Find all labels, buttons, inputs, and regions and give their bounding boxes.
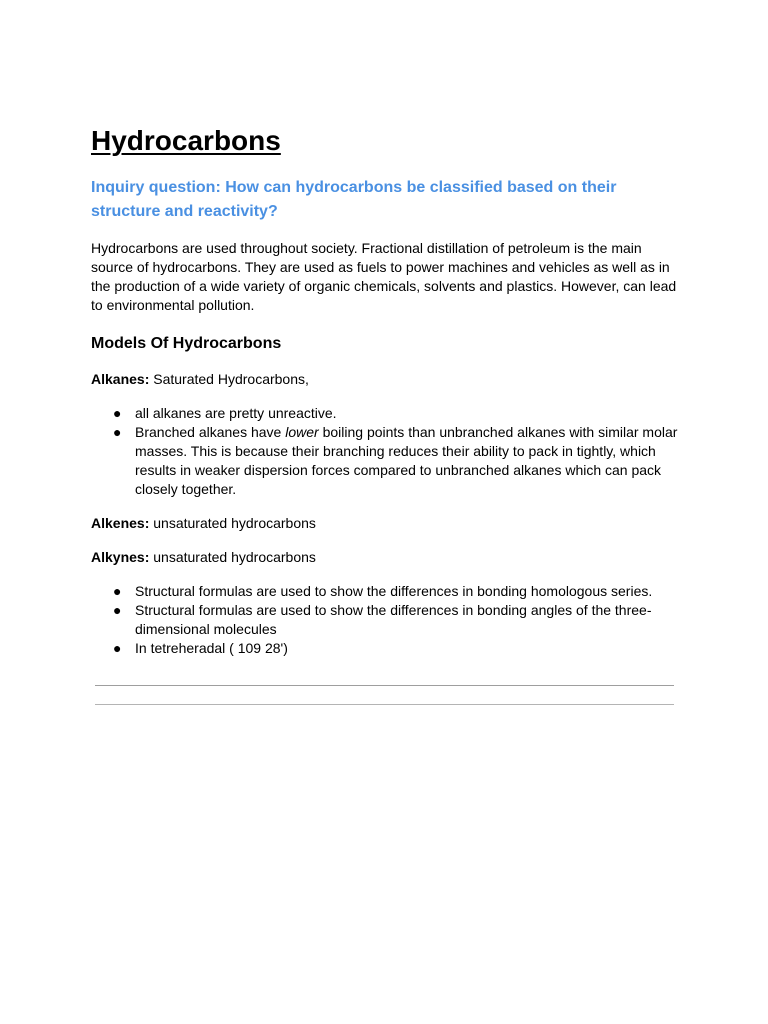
document-title: Hydrocarbons — [91, 125, 281, 156]
alkanes-term: Alkanes: — [91, 371, 150, 387]
alkynes-bullet-list — [113, 582, 683, 658]
list-item — [113, 404, 683, 423]
bullet-text-before: Branched alkanes have — [135, 424, 286, 440]
alkanes-description: Saturated Hydrocarbons, — [149, 371, 309, 387]
alkanes-definition — [91, 370, 309, 389]
alkynes-description: unsaturated hydrocarbons — [149, 549, 316, 565]
bullet-text-after: boiling points than unbranched alkanes with similar molar masses. This is because their branching reduces their ability to pack in tightly, which results in weaker dispersion forces compared to unbranched alkanes which can pack closely together. — [135, 424, 678, 497]
bullet-marker: ● — [113, 424, 122, 440]
list-item — [113, 639, 683, 658]
alkenes-term: Alkenes: — [91, 515, 150, 531]
bullet-marker: ● — [113, 640, 122, 656]
alkenes-definition — [91, 514, 316, 533]
alkynes-definition — [91, 548, 316, 567]
bullet-text: In tetreheradal ( 109 28') — [135, 640, 288, 656]
horizontal-rule — [95, 685, 674, 686]
inquiry-question: Inquiry question: How can hydrocarbons be classified based on their structure and reactivity? — [91, 179, 617, 220]
alkynes-term: Alkynes: — [91, 549, 150, 565]
horizontal-rule — [95, 704, 674, 705]
list-item — [113, 423, 683, 499]
list-item — [113, 601, 683, 639]
bullet-marker: ● — [113, 602, 122, 618]
list-item — [113, 582, 683, 601]
alkenes-description: unsaturated hydrocarbons — [149, 515, 316, 531]
bullet-marker: ● — [113, 583, 122, 599]
bullet-text: Structural formulas are used to show the differences in bonding angles of the three-dimensional molecules — [135, 602, 652, 637]
intro-paragraph: Hydrocarbons are used throughout society. Fractional distillation of petroleum is the main source of hydrocarbons. They are used as fuels to power machines and vehicles as well as in the production of a wide variety of organic chemicals, solvents and plastics. However, can lead to environmental pollution. — [91, 240, 677, 313]
bullet-text: Structural formulas are used to show the differences in bonding homologous series. — [135, 583, 653, 599]
alkanes-bullet-list — [113, 404, 683, 499]
bullet-text: all alkanes are pretty unreactive. — [135, 405, 337, 421]
models-heading: Models Of Hydrocarbons — [91, 335, 282, 352]
bullet-marker: ● — [113, 405, 122, 421]
bullet-emphasis: lower — [285, 424, 319, 440]
